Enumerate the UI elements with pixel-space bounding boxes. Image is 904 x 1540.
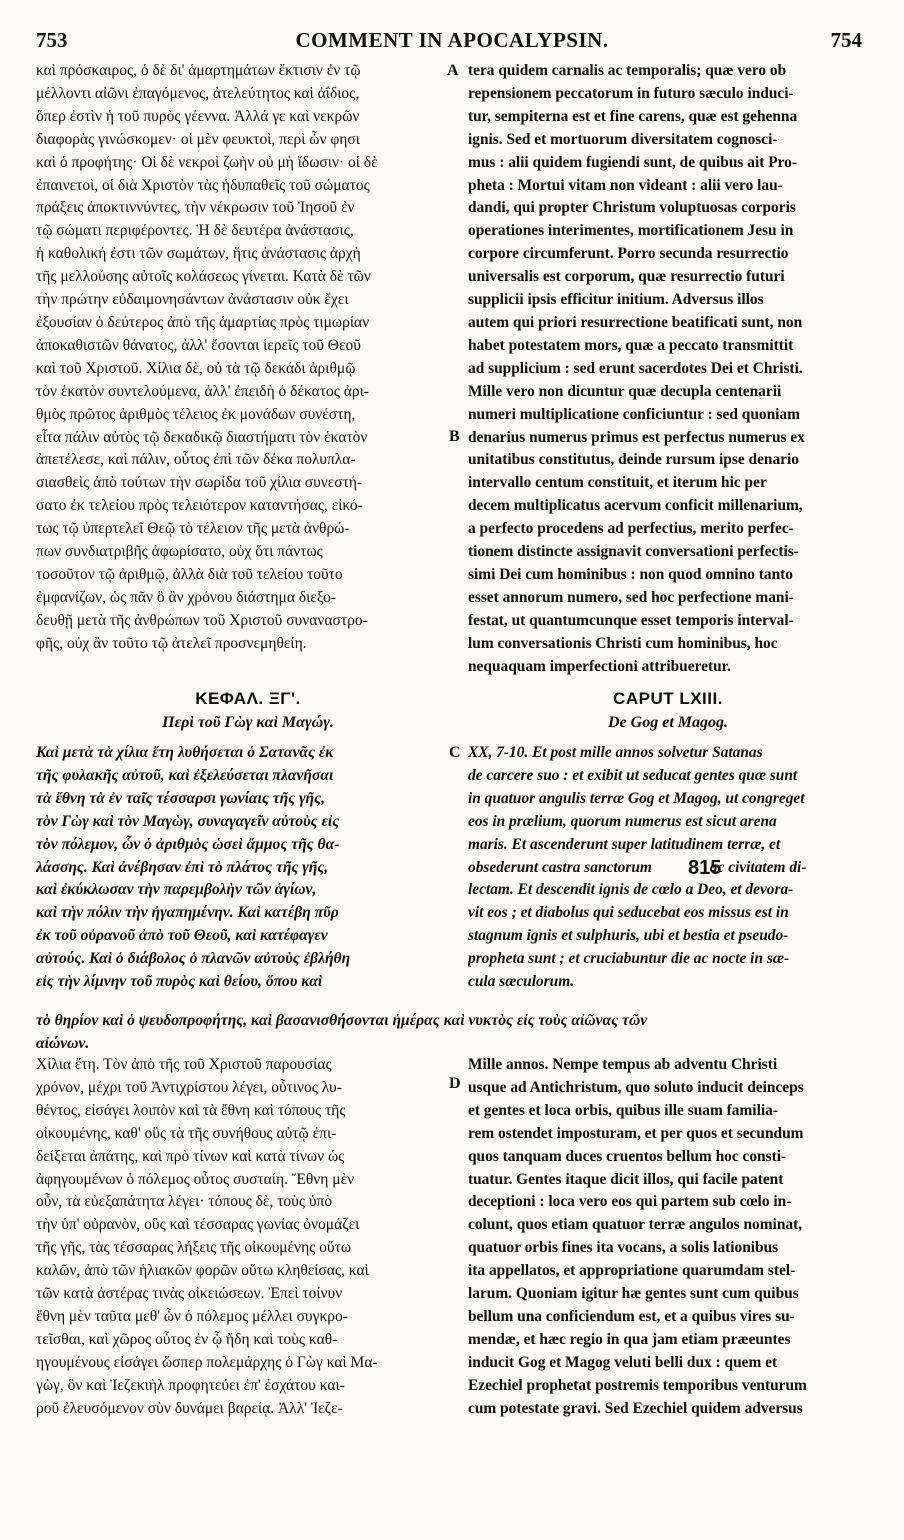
latin-text-line: dandi, qui propter Christum voluptuosas corporis	[468, 199, 796, 217]
greek-commentary-line: ἔθνη μὲν ταῦτα μεθ' ὧν ὁ πόλεμος μέλλει συγκρο-	[36, 1307, 348, 1325]
greek-scripture-line: ἐκ τοῦ οὐρανοῦ ἀπὸ τοῦ Θεοῦ, καὶ κατέφαγεν	[36, 927, 328, 945]
greek-commentary-line: τῆς γῆς, τὰς τέσσαρας λήξεις τῆς οἰκουμένης οὕτω	[36, 1239, 352, 1257]
latin-scripture-line	[468, 857, 868, 880]
latin-text-line: pheta : Mortui vitam non videant : alii vero lau-	[468, 176, 783, 194]
latin-text-line: tera quidem carnalis ac temporalis; quæ vero ob	[468, 62, 787, 79]
greek-text-line: ὅπερ ἐστὶν ἡ τοῦ πυρὸς γέεννα. Ἀλλά γε καὶ νεκρῶν	[36, 107, 360, 125]
greek-commentary-line: ηγουμένους εἰσάγει ὥσπερ πολεμάρχης ὁ Γὼγ καὶ Μα-	[36, 1353, 378, 1371]
latin-scripture-line: eos in prælium, quorum numerus est sicut arena	[468, 812, 777, 830]
greek-scripture-line: Καὶ μετὰ τὰ χίλια ἔτη λυθήσεται ὁ Σατανᾶς ἐκ	[36, 744, 334, 761]
latin-text-line: a perfecto procedens ad perfectius, merito perfec-	[468, 520, 794, 538]
latin-text-line: corpore circumferunt. Porro secunda resurrectio	[468, 245, 789, 263]
greek-text-line: ἐπαινετοὶ, οἱ διὰ Χριστὸν τὰς ἡδυπαθεῖς τοῦ σώματος	[36, 176, 370, 194]
latin-scripture-fragment: obsederunt castra sanctorum	[468, 858, 652, 876]
latin-scripture-line: de carcere suo : et exibit ut seducat gentes quæ sunt	[468, 766, 798, 784]
greek-commentary-line: οὖν, τὰ εὐεξαπάτητα λέγει· τόπους δὲ, τοὺς ὑπὸ	[36, 1193, 333, 1211]
greek-text-line: τῆς μελλούσης αὐτοῖς κολάσεως γίνεται. Κατὰ δὲ τῶν	[36, 268, 371, 286]
latin-commentary-line: Mille annos. Nempe tempus ab adventu Christi	[468, 1056, 778, 1073]
greek-scripture-line: τὸ θηρίον καὶ ὁ ψευδοπροφήτης, καὶ βασανισθήσονται ἡμέρας καὶ νυκτὸς εἰς τοὺς αἰῶνας τῶν	[36, 1012, 648, 1029]
latin-scripture-line: stagnum ignis et sulphuris, ubi et bestia et pseudo-	[468, 927, 789, 945]
greek-scripture-line: τὰ ἔθνη τὰ ἐν ταῖς τέσσαρσι γωνίαις τῆς γῆς,	[36, 789, 325, 807]
greek-scripture-line: τῆς φυλακῆς αὐτοῦ, καὶ ἐξελεύσεται πλανῆσαι	[36, 766, 334, 784]
latin-chapter-heading: CAPUT LXIII.	[613, 689, 723, 708]
column-number: 815	[688, 857, 722, 879]
greek-commentary-line: δείξεται ἀπάτης, καὶ πρὸ τίνων καὶ κατὰ τίνων ὡς	[36, 1147, 345, 1165]
greek-text-line: τῷ σώματι περιφέροντες. Ἡ δὲ δευτέρα ἀνάστασις,	[36, 222, 354, 240]
greek-commentary-line: θέντος, εἰσάγει λοιπὸν καὶ τὰ ἔθνη καὶ τόπους τῆς	[36, 1101, 346, 1119]
latin-text-line: unitatibus constitutus, deinde rursum ipse denario	[468, 451, 799, 469]
latin-scripture-line: vit eos ; et diabolus qui seducebat eos missus est in	[468, 904, 789, 922]
greek-scripture-line: αἰώνων.	[36, 1034, 90, 1052]
greek-commentary-line: τὴν ὑπ' οὐρανὸν, οὓς καὶ τέσσαρας γωνίας ὀνομάζει	[36, 1216, 360, 1234]
left-page-number: 753	[36, 28, 68, 52]
latin-text-line: Mille vero non dicuntur quæ decupla centenarii	[468, 382, 782, 400]
greek-scripture-line: καὶ ἐκύκλωσαν τὴν παρεμβολὴν τῶν ἁγίων,	[36, 881, 317, 899]
greek-scripture-continuation	[36, 1010, 876, 1056]
latin-text-line: esset annorum numero, sed hoc perfectione mani-	[468, 588, 794, 606]
margin-marker-d: D	[449, 1075, 461, 1092]
latin-commentary-line: tuatur. Gentes itaque dicit illos, qui facile patent	[468, 1170, 784, 1188]
latin-commentary-line: quos tanquam duces cruentos bellum hoc consti-	[468, 1147, 787, 1165]
latin-text-line: decem multiplicatus acervum conficit millenarium,	[468, 497, 803, 515]
greek-text-line: ἐμφανίζων, ὡς πᾶν ὃ ἂν χρόνου διάστημα διεξο-	[36, 588, 337, 606]
latin-text-line: festat, ut quantumcunque esset temporis interval-	[468, 611, 794, 629]
running-header	[0, 28, 904, 58]
latin-text-line: tur, sempiterna est et fine carens, quæ est gehenna	[468, 107, 798, 125]
greek-text-line: πράξεις ἀποκτιννύντες, τὴν νέκρωσιν τοῦ Ἰησοῦ ἐν	[36, 199, 355, 217]
latin-commentary-line: colunt, quos etiam quatuor terræ angulos nominat,	[468, 1216, 803, 1234]
greek-text-line: διαφορὰς γινώσκομεν· οἱ μὲν φευκτοὶ, περὶ ὧν φησι	[36, 130, 360, 148]
latin-commentary-line: et gentes et loca orbis, quibus ille suam familia-	[468, 1101, 778, 1119]
latin-scripture-line: maris. Et ascenderunt super latitudinem terræ, et	[468, 835, 781, 853]
latin-commentary-line: deceptioni : loca vero eos qui partem sub cœlo in-	[468, 1193, 792, 1211]
running-title: COMMENT IN APOCALYPSIN.	[295, 28, 609, 52]
latin-scripture-line: propheta sunt ; et cruciabuntur die ac nocte in sæ-	[468, 950, 790, 968]
greek-text-line: σατο ἐκ τελείου πρὸς τελειότερον καταντήσας, εἰκό-	[36, 497, 363, 515]
latin-text-line: numeri multiplicatione conficiuntur : sed quoniam	[468, 405, 800, 423]
latin-commentary-line: larum. Quoniam igitur hæ gentes sunt cum quibus	[468, 1285, 799, 1303]
greek-commentary-line: οἰκουμένης, καθ' οὓς τὰ τῆς συνήθους αὐτῷ ἐπι-	[36, 1124, 337, 1142]
latin-column-top	[468, 60, 868, 678]
greek-scripture-line: λάσσης. Καὶ ἀνέβησαν ἐπὶ τὸ πλάτος τῆς γῆς,	[36, 858, 329, 876]
latin-text-line: operationes interimentes, mortificationem Jesu in	[468, 222, 794, 240]
latin-text-line: tionem distincte assignavit conversationi perfectis-	[468, 543, 799, 561]
greek-commentary-line: τῶν κατὰ ἀστέρας τινὰς οἰκειώσεων. Ἐπεὶ τοίνυν	[36, 1285, 343, 1303]
latin-commentary-line: cum potestate gravi. Sed Ezechiel quidem adversus	[468, 1399, 803, 1417]
margin-marker-c: C	[449, 744, 461, 761]
greek-scripture-line: καὶ τὴν πόλιν τὴν ἠγαπημένην. Καὶ κατέβη πῦρ	[36, 904, 339, 922]
latin-text-line: universalis est corporum, quæ resurrectio futuri	[468, 268, 785, 286]
greek-chapter-subtitle: Περὶ τοῦ Γὼγ καὶ Μαγώγ.	[162, 714, 334, 731]
greek-column-top	[36, 60, 460, 656]
greek-scripture-line: τὸν πόλεμον, ὧν ὁ ἀριθμὸς ὡσεὶ ἄμμος τῆς θα-	[36, 835, 340, 853]
latin-text-line: lum conversationis Christi cum hominibus, hoc	[468, 634, 778, 652]
latin-text-line: supplicii ipsis efficitur initium. Adversus illos	[468, 291, 764, 309]
latin-commentary-line: ita appellatos, et appropriatione quarumdam stel-	[468, 1262, 796, 1280]
greek-chapter-heading: ΚΕΦΑΛ. ΞΓ'.	[195, 689, 301, 708]
latin-scripture-line: in quatuor angulis terræ Gog et Magog, ut congreget	[468, 789, 805, 807]
latin-text-line: nequaquam imperfectioni attribueretur.	[468, 657, 731, 675]
latin-commentary-line: inducit Gog et Magog veluti belli dux : quem et	[468, 1353, 778, 1371]
latin-text-line: ignis. Sed et mortuorum diversitatem cognosci-	[468, 130, 778, 148]
greek-text-line: μέλλοντι αἰῶνι ἐπαγόμενος, ἀτελεύτητος καὶ ἀΐδιος,	[36, 84, 360, 102]
margin-marker-b: B	[449, 428, 460, 445]
latin-text-line: repensionem peccatorum in futuro sæculo induci-	[468, 84, 794, 102]
greek-text-line: τὴν πρώτην εὐδαιμονησάντων ἀνάστασιν οὐκ ἔχει	[36, 291, 349, 309]
greek-text-line: πων συνδιατριβῆς ἀφωρίσατο, οὐχ ὅτι πάντως	[36, 543, 323, 561]
greek-text-line: ἡ καθολική ἐστι τῶν σωμάτων, ἥτις ἀνάστασις ἀρχὴ	[36, 245, 361, 263]
latin-scripture-line: lectam. Et descendit ignis de cœlo a Deo, et devora-	[468, 881, 794, 899]
latin-text-line: habet potestatem mors, quæ a peccato transmittit	[468, 336, 794, 354]
latin-column-bottom	[468, 1054, 868, 1421]
greek-scripture-line: εἰς τὴν λίμνην τοῦ πυρὸς καὶ θείου, ὅπου καὶ	[36, 973, 323, 991]
greek-text-line: τὸν ἑκατὸν συντελούμενα, ἀλλ' ἐπειδὴ ὁ δέκατος ἀρι-	[36, 382, 369, 400]
latin-scripture-line: cula sæculorum.	[468, 973, 575, 991]
latin-commentary-line: Ezechiel prophetat postremis temporibus venturum	[468, 1376, 807, 1394]
greek-text-line: ἐξουσίαν ὁ δεύτερος ἀπὸ τῆς ἁμαρτίας πρὸς τιμωρίαν	[36, 313, 370, 331]
greek-commentary-line: χρόνον, μέχρι τοῦ Ἀντιχρίστου λέγει, οὗτινος λυ-	[36, 1078, 342, 1096]
latin-scripture-column	[468, 742, 868, 994]
greek-text-line: εἶτα πάλιν αὐτὸς τῷ δεκαδικῷ διαστήματι τὸν ἑκατὸν	[36, 428, 368, 446]
latin-text-line: denarius numerus primus est perfectus numerus ex	[468, 428, 805, 446]
greek-text-line: φῆς, οὐχ ἂν τοῦτο τῷ ἀτελεῖ προσνεμηθείη.	[36, 634, 307, 652]
greek-text-line: θμὸς πρῶτος ἀριθμὸς τέλειος ἐκ μονάδων συνέστη,	[36, 405, 356, 423]
latin-commentary-line: mendæ, et hæc regio in qua jam etiam præeuntes	[468, 1330, 791, 1348]
greek-commentary-line: ροῦ ἐλευσόμενον σὺν δυνάμει βαρείᾳ. Ἀλλ' Ἰεζε-	[36, 1399, 343, 1417]
latin-scripture-line: XX, 7-10. Et post mille annos solvetur Satanas	[468, 744, 763, 761]
greek-text-line: τως τῷ ὑπερτελεῖ Θεῷ τὸ τέλειον τῆς μετὰ ἀνθρώ-	[36, 520, 350, 538]
greek-text-line: καὶ ὁ προφήτης· Οἱ δὲ νεκροὶ ζωὴν οὐ μὴ ἴδωσιν· οἱ δὲ	[36, 153, 378, 171]
greek-commentary-line: Χίλια ἔτη. Τὸν ἀπὸ τῆς τοῦ Χριστοῦ παρουσίας	[36, 1056, 332, 1073]
latin-commentary-line: rem ostendet imposturam, et per quos et secundum	[468, 1124, 804, 1142]
greek-commentary-line: ἀφηγουμένων ὁ πόλεμος οὗτος συσταίη. Ἔθνη μὲν	[36, 1170, 355, 1188]
greek-text-line: σιασθεὶς ἀπὸ τούτων τὴν σωρίδα τοῦ χίλια συνεστή-	[36, 474, 363, 492]
latin-commentary-line: quatuor orbis fines ita vocans, a solis lationibus	[468, 1239, 779, 1257]
greek-scripture-column	[36, 742, 460, 994]
greek-text-line: καὶ τοῦ Χριστοῦ. Χίλια δὲ, οὐ τὰ τῷ δεκάδι ἀριθμῷ	[36, 359, 356, 377]
greek-commentary-line: τεῖσθαι, καὶ χῶρος οὗτος ἐν ᾧ ἤδη καὶ τοὺς καθ-	[36, 1330, 338, 1348]
latin-commentary-line: bellum una conficiendum est, et a quibus vires su-	[468, 1307, 795, 1325]
latin-text-line: ad supplicium : sed erunt sacerdotes Dei et Christi.	[468, 359, 803, 377]
margin-marker-a: A	[447, 62, 459, 79]
greek-text-line: δευθῇ μετὰ τῆς ἀνθρώπων τοῦ Χριστοῦ συναναστρο-	[36, 611, 368, 629]
greek-column-bottom	[36, 1054, 460, 1421]
greek-commentary-line: καλῶν, ἀπὸ τῶν ἡλιακῶν φορῶν οὕτω κληθείσας, καὶ	[36, 1262, 369, 1280]
greek-commentary-line: γὼγ, ὃν καὶ Ἰεζεκιὴλ προφητεύει ἐπ' ἐσχάτου και-	[36, 1376, 345, 1394]
latin-scripture-fragment: ac civitatem di-	[709, 858, 807, 876]
right-page-number: 754	[830, 28, 862, 52]
greek-text-line: ἀπετέλεσε, καὶ πάλιν, οὗτος ἐπὶ τῶν δέκα πολυπλα-	[36, 451, 356, 469]
greek-scripture-line: τὸν Γὼγ καὶ τὸν Μαγὼγ, συναγαγεῖν αὐτοὺς εἰς	[36, 812, 340, 830]
latin-text-line: intervallo centum constituit, et iterum hic per	[468, 474, 767, 492]
latin-chapter-subtitle: De Gog et Magog.	[608, 714, 728, 731]
greek-scripture-line: αὐτούς. Καὶ ὁ διάβολος ὁ πλανῶν αὐτοὺς ἐβλήθη	[36, 950, 351, 968]
latin-text-line: simi Dei cum hominibus : non quod omnino tanto	[468, 565, 793, 583]
latin-text-line: autem qui priori resurrectione beatificati sunt, non	[468, 313, 803, 331]
latin-commentary-line: usque ad Antichristum, quo soluto inducit deinceps	[468, 1078, 804, 1096]
greek-text-line: τοσοῦτον τῷ ἀριθμῷ, ἀλλὰ διὰ τοῦ τελείου τοῦτο	[36, 565, 343, 583]
greek-text-line: καὶ πρόσκαιρος, ὁ δὲ δι' ἁμαρτημάτων ἔκτισιν ἐν τῷ	[36, 62, 361, 79]
latin-text-line: mus : alii quidem fugiendi sunt, de quibus ait Pro-	[468, 153, 797, 171]
greek-text-line: ἀποκαθιστῶν θάνατος, ἀλλ' ἔσονται ἱερεῖς τοῦ Θεοῦ	[36, 336, 361, 354]
